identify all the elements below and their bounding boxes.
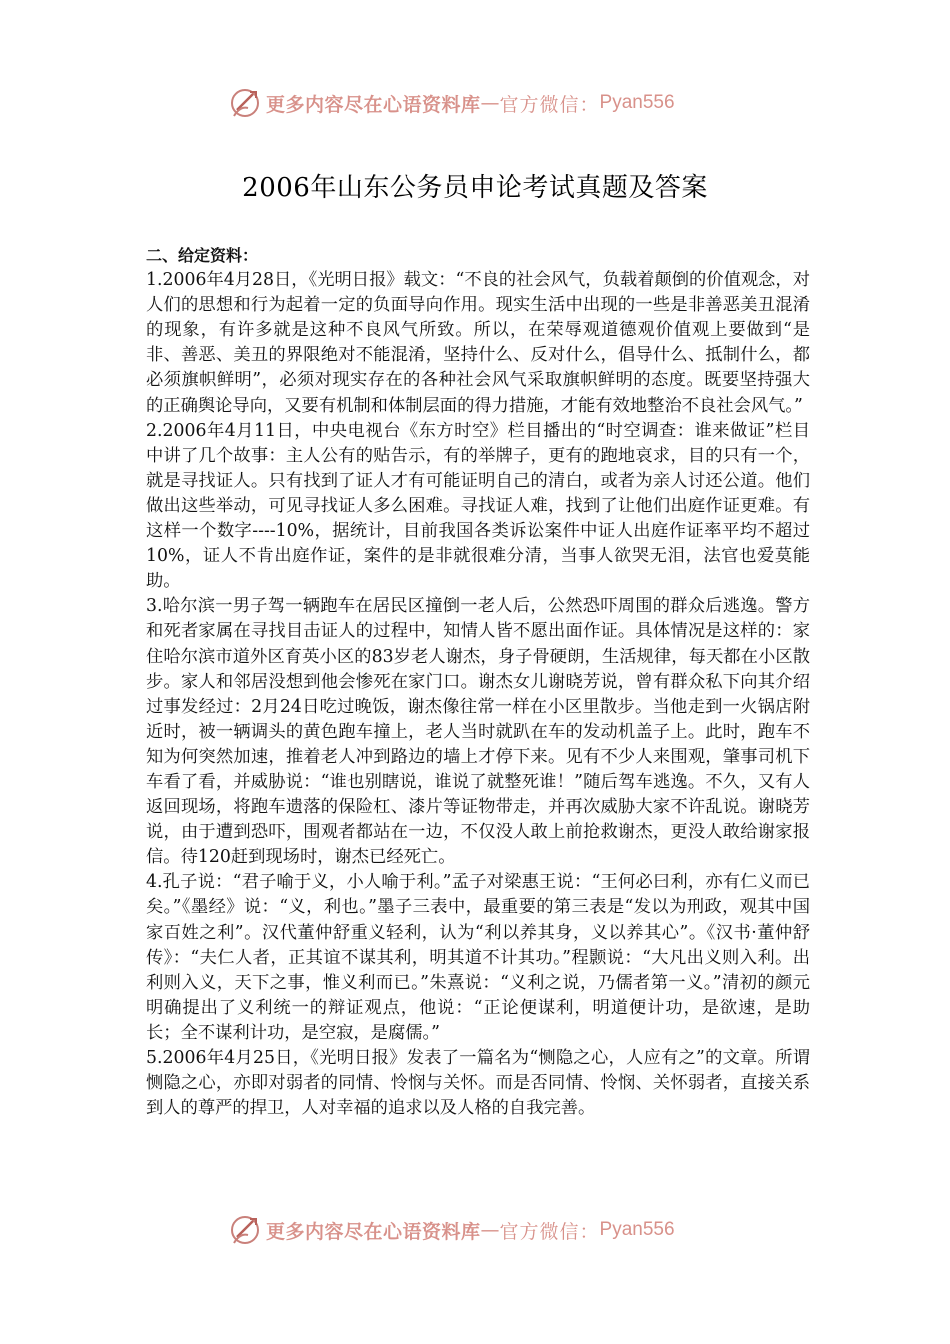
watermark-header [228,86,675,120]
section-heading: 二、给定资料： [146,246,259,265]
logo-icon [228,1213,262,1247]
watermark-main-text: 更多内容尽在心语资料库 [266,1220,481,1243]
paragraph-5: 5.2006年4月25日，《光明日报》发表了一篇名为“恻隐之心，人应有之”的文章。所谓恻隐之心，亦即对弱者的同情、怜悯与关怀。而是否同情、怜悯、关怀弱者，直接关系到人的尊严的捍卫，人对幸福的追求以及人格的自我完善。 [146,1048,810,1119]
document-title: 2006年山东公务员申论考试真题及答案 [242,173,708,204]
paragraph-4: 4.孔子说：“君子喻于义，小人喻于利。”孟子对梁惠王说：“王何必曰利，亦有仁义而已矣。”《墨经》说：“义，利也。”墨子三表中，最重要的第三表是“发以为刑政，观其中国家百姓之利”。汉代董仲舒重义轻利，认为“利以养其身，义以养其心”。《汉书·董仲舒传》：“夫仁人者，正其谊不谋其利，明其道不计其功。”程颢说：“大凡出义则入利。出利则入义，天下之事，惟义利而已。”朱熹说：“义利之说，乃儒者第一义。”清初的颜元明确提出了义利统一的辩证观点，他说：“正论便谋利，明道便计功，是欲速，是助长；全不谋利计功，是空寂，是腐儒。” [146,872,810,1043]
watermark-dash: — [480,1219,500,1241]
watermark-footer [228,1213,675,1247]
watermark-wechat-id: Pyan556 [599,1219,675,1240]
watermark-sub-text: 官方微信： [499,93,600,116]
paragraph-1: 1.2006年4月28日，《光明日报》载文：“不良的社会风气，负载着颠倒的价值观念，对人们的思想和行为起着一定的负面导向作用。现实生活中出现的一些是非善恶美丑混淆的现象，有许多就是这种不良风气所致。所以，在荣辱观道德观价值观上要做到“是非、善恶、美丑的界限绝对不能混淆，坚持什么、反对什么，倡导什么、抵制什么，都必须旗帜鲜明”，必须对现实存在的各种社会风气采取旗帜鲜明的态度。既要坚持强大的正确舆论导向，又要有机制和体制层面的得力措施，才能有效地整治不良社会风气。” [146,270,810,416]
paragraph-3: 3.哈尔滨一男子驾一辆跑车在居民区撞倒一老人后，公然恐吓周围的群众后逃逸。警方和死者家属在寻找目击证人的过程中，知情人皆不愿出面作证。具体情况是这样的：家住哈尔滨市道外区育英小区的83岁老人谢杰，身子骨硬朗，生活规律，每天都在小区散步。家人和邻居没想到他会惨死在家门口。谢杰女儿谢晓芳说，曾有群众私下向其介绍过事发经过：2月24日吃过晚饭，谢杰像往常一样在小区里散步。当他走到一火锅店附近时，被一辆调头的黄色跑车撞上，老人当时就趴在车的发动机盖子上。此时，跑车不知为何突然加速，推着老人冲到路边的墙上才停下来。见有不少人来围观，肇事司机下车看了看，并威胁说：“谁也别瞎说，谁说了就整死谁！”随后驾车逃逸。不久，又有人返回现场，将跑车遗落的保险杠、漆片等证物带走，并再次威胁大家不许乱说。谢晓芳说，由于遭到恐吓，围观者都站在一边，不仅没人敢上前抢救谢杰，更没人敢给谢家报信。待120赶到现场时，谢杰已经死亡。 [146,596,810,868]
watermark-wechat-id: Pyan556 [599,92,675,113]
logo-icon [228,86,262,120]
paragraph-2: 2.2006年4月11日，中央电视台《东方时空》栏目播出的“时空调查：谁来做证”栏目中讲了几个故事：主人公有的贴告示，有的举牌子，更有的跑地哀求，目的只有一个，就是寻找证人。只有找到了证人才有可能证明自己的清白，或者为亲人讨还公道。他们做出这些举动，可见寻找证人多么困难。寻找证人难，找到了让他们出庭作证更难。有这样一个数字----10%，据统计，目前我国各类诉讼案件中证人出庭作证率平均不超过10%，证人不肯出庭作证，案件的是非就很难分清，当事人欲哭无泪，法官也爱莫能助。 [146,420,810,592]
watermark-dash: — [480,92,500,114]
watermark-sub-text: 官方微信： [499,1220,600,1243]
document-body [146,243,810,1121]
watermark-main-text: 更多内容尽在心语资料库 [266,93,481,116]
